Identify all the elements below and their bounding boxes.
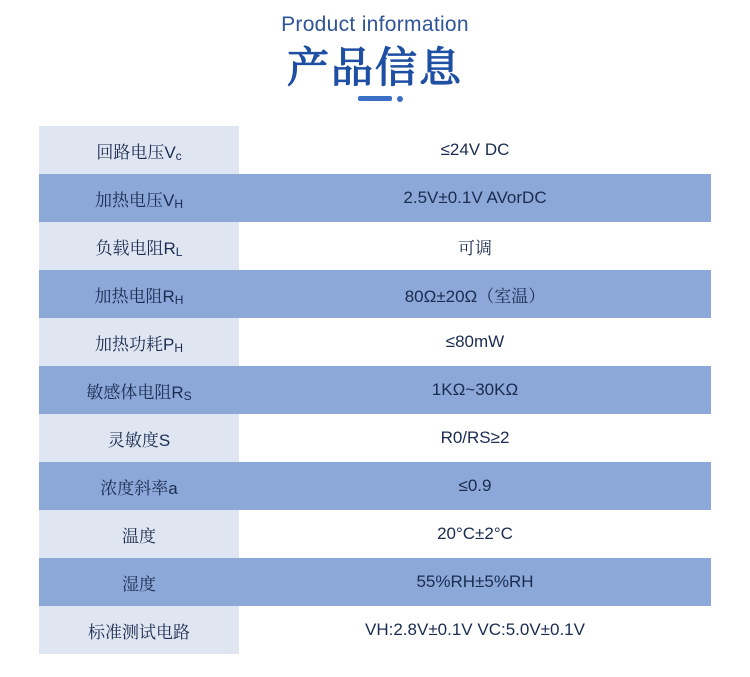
- spec-label-text: 温度: [122, 526, 156, 546]
- table-row: [39, 606, 711, 654]
- spec-label-cell: [39, 126, 239, 174]
- spec-label-subscript: c: [175, 148, 182, 163]
- spec-label-text: 负载电阻R: [95, 238, 176, 258]
- spec-label-cell: [39, 222, 239, 270]
- table-row: [39, 510, 711, 558]
- spec-value-cell: 可调: [239, 222, 711, 270]
- spec-label-text: 敏感体电阻R: [86, 382, 184, 402]
- spec-label-cell: [39, 558, 239, 606]
- spec-label-cell: [39, 174, 239, 222]
- spec-label-subscript: H: [174, 196, 183, 211]
- table-row: [39, 558, 711, 606]
- spec-label-cell: [39, 270, 239, 318]
- spec-label-text: 回路电压V: [96, 142, 176, 162]
- spec-label-cell: [39, 366, 239, 414]
- spec-value-cell: 1KΩ~30KΩ: [239, 366, 711, 414]
- underline-bar-icon: [358, 96, 392, 101]
- title-underline-decoration: [0, 94, 750, 112]
- spec-value-cell: ≤0.9: [239, 462, 711, 510]
- spec-label-text: 湿度: [122, 574, 156, 594]
- spec-value-cell: R0/RS≥2: [239, 414, 711, 462]
- spec-value-cell: 55%RH±5%RH: [239, 558, 711, 606]
- underline-dot-icon: [397, 96, 403, 102]
- page-header: [0, 0, 750, 112]
- spec-label-text: 加热功耗P: [94, 334, 175, 354]
- spec-value-cell: 20°C±2°C: [239, 510, 711, 558]
- table-row: [39, 462, 711, 510]
- table-row: [39, 174, 711, 222]
- table-row: [39, 126, 711, 174]
- spec-label-subscript: H: [174, 292, 184, 307]
- specification-table: [39, 126, 711, 654]
- spec-label-cell: [39, 606, 239, 654]
- spec-label-text: 加热电阻R: [94, 286, 175, 306]
- spec-value-cell: VH:2.8V±0.1V VC:5.0V±0.1V: [239, 606, 711, 654]
- page-title-english: Product information: [281, 13, 469, 36]
- table-row: [39, 414, 711, 462]
- spec-label-cell: [39, 318, 239, 366]
- spec-label-subscript: H: [174, 340, 183, 355]
- spec-label-subscript: L: [175, 244, 183, 259]
- spec-value-cell: ≤80mW: [239, 318, 711, 366]
- spec-label-cell: [39, 510, 239, 558]
- spec-label-cell: [39, 462, 239, 510]
- table-row: [39, 318, 711, 366]
- spec-label-text: 加热电压V: [94, 190, 175, 210]
- spec-label-subscript: S: [183, 388, 192, 403]
- table-row: [39, 270, 711, 318]
- page-title-chinese: 产品信息: [286, 44, 463, 91]
- table-row: [39, 366, 711, 414]
- spec-value-cell: 80Ω±20Ω（室温）: [239, 270, 711, 318]
- spec-value-cell: ≤24V DC: [239, 126, 711, 174]
- spec-label-cell: [39, 414, 239, 462]
- spec-label-text: 浓度斜率a: [100, 478, 178, 498]
- table-row: [39, 222, 711, 270]
- spec-label-text: 标准测试电路: [88, 622, 190, 642]
- spec-label-text: 灵敏度S: [107, 430, 171, 450]
- spec-value-cell: 2.5V±0.1V AVorDC: [239, 174, 711, 222]
